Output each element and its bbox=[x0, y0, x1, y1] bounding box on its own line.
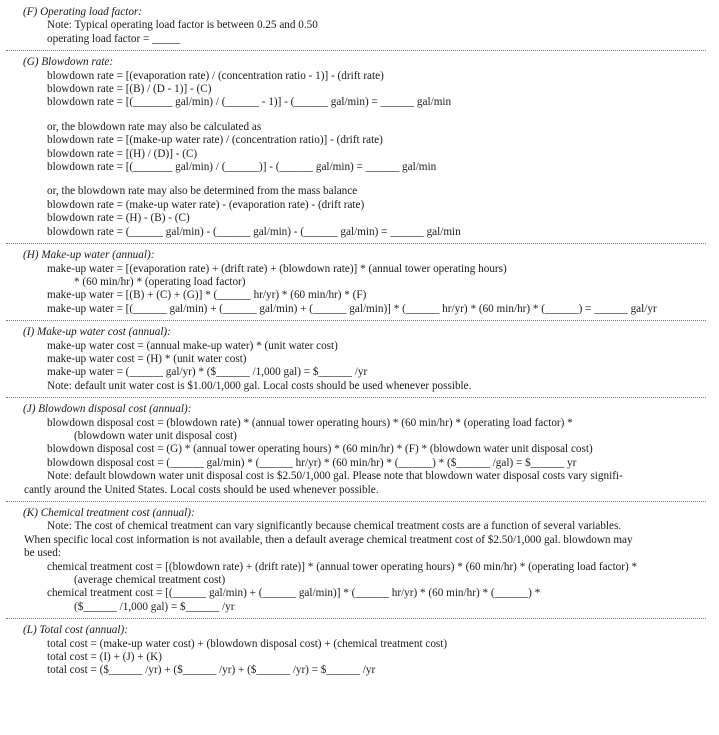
section-g-formula: blowdown rate = (H) - (B) - (C) bbox=[47, 212, 190, 225]
section-h-formula-cont: * (60 min/hr) * (operating load factor) bbox=[74, 275, 246, 288]
section-h-formula: make-up water = [(evaporation rate) + (drift rate) + (blowdown rate)] * (annual tower operating hours) bbox=[47, 262, 507, 275]
section-f-operating-load-factor bbox=[22, 6, 709, 46]
divider bbox=[6, 618, 706, 619]
section-l-formula: total cost = (I) + (J) + (K) bbox=[47, 651, 162, 664]
section-i-heading: (I) Make-up water cost (annual): bbox=[23, 326, 171, 339]
section-j-heading: (J) Blowdown disposal cost (annual): bbox=[23, 403, 192, 416]
section-k-formula: chemical treatment cost = [(blowdown rate) + (drift rate)] * (annual tower operating hours) * (60 min/hr) * (operating load factor) * bbox=[47, 560, 638, 573]
section-g-alt-intro: or, the blowdown rate may also be determined from the mass balance bbox=[47, 185, 358, 198]
section-f-note: Note: Typical operating load factor is between 0.25 and 0.50 bbox=[47, 19, 318, 32]
section-k-formula-cont: (average chemical treatment cost) bbox=[74, 574, 226, 587]
section-l-heading: (L) Total cost (annual): bbox=[23, 624, 128, 637]
section-j-note: Note: default blowdown water unit disposal cost is $2.50/1,000 gal. Please note that blowdown water disposal costs vary signifi- bbox=[47, 470, 623, 483]
section-i-make-up-water-cost bbox=[22, 326, 709, 393]
section-g-formula: blowdown rate = [(make-up water rate) / (concentration ratio)] - (drift rate) bbox=[47, 134, 383, 147]
section-h-make-up-water bbox=[22, 249, 709, 316]
section-k-note-cont: When specific local cost information is not available, then a default average chemical treatment cost of $2.50/1,000 gal. blowdown may bbox=[24, 533, 633, 546]
section-g-heading: (G) Blowdown rate: bbox=[23, 56, 114, 69]
section-g-alt-intro: or, the blowdown rate may also be calculated as bbox=[47, 120, 262, 133]
section-i-note: Note: default unit water cost is $1.00/1,000 gal. Local costs should be used whenever possible. bbox=[47, 379, 472, 392]
divider bbox=[6, 320, 706, 321]
section-l-formula: total cost = (make-up water cost) + (blowdown disposal cost) + (chemical treatment cost) bbox=[47, 637, 448, 650]
section-k-chemical-treatment-cost bbox=[22, 507, 709, 614]
divider bbox=[6, 397, 706, 398]
section-k-heading: (K) Chemical treatment cost (annual): bbox=[23, 507, 195, 519]
section-j-formula-cont: (blowdown water unit disposal cost) bbox=[74, 429, 237, 442]
section-g-fill-line: blowdown rate = (______ gal/min) - (______ gal/min) - (______ gal/min) = ______ gal/min bbox=[47, 225, 461, 238]
section-g-formula: blowdown rate = (make-up water rate) - (evaporation rate) - (drift rate) bbox=[47, 198, 365, 211]
section-i-fill-line: make-up water = (______ gal/yr) * ($______ /1,000 gal) = $______ /yr bbox=[47, 366, 368, 379]
section-g-formula: blowdown rate = [(evaporation rate) / (concentration ratio - 1)] - (drift rate) bbox=[47, 69, 384, 82]
section-k-note-cont: be used: bbox=[24, 547, 61, 560]
section-j-blowdown-disposal-cost bbox=[22, 403, 709, 497]
section-h-formula: make-up water = [(B) + (C) + (G)] * (______ hr/yr) * (60 min/hr) * (F) bbox=[47, 289, 367, 302]
section-k-fill-line: chemical treatment cost = [(______ gal/min) + (______ gal/min)] * (______ hr/yr) * (60 min/hr) * (______) * bbox=[47, 587, 541, 600]
section-g-fill-line: blowdown rate = [(_______ gal/min) / (______ - 1)] - (______ gal/min) = ______ gal/min bbox=[47, 96, 452, 109]
divider bbox=[6, 243, 706, 244]
section-h-heading: (H) Make-up water (annual): bbox=[23, 249, 155, 262]
section-g-blowdown-rate bbox=[22, 56, 709, 239]
section-l-fill-line: total cost = ($______ /yr) + ($______ /yr) + ($______ /yr) = $______ /yr bbox=[47, 664, 376, 677]
section-f-formula: operating load factor = _____ bbox=[47, 32, 181, 45]
section-g-formula: blowdown rate = [(B) / (D - 1)] - (C) bbox=[47, 83, 212, 96]
section-g-fill-line: blowdown rate = [(_______ gal/min) / (______)] - (______ gal/min) = ______ gal/min bbox=[47, 161, 437, 174]
section-j-formula: blowdown disposal cost = (blowdown rate) * (annual tower operating hours) * (60 min/hr) * (operating load factor) * bbox=[47, 416, 573, 429]
section-j-fill-line: blowdown disposal cost = (______ gal/min) * (______ hr/yr) * (60 min/hr) * (______) * ($______ /gal) = $______ yr bbox=[47, 456, 577, 469]
section-k-fill-line-cont: ($______ /1,000 gal) = $______ /yr bbox=[74, 600, 235, 613]
section-h-fill-line: make-up water = [(______ gal/min) + (______ gal/min) + (______ gal/min)] * (______ hr/yr) * (60 min/hr) * (______) = ______ gal/yr bbox=[47, 302, 657, 315]
section-i-formula: make-up water cost = (H) * (unit water cost) bbox=[47, 352, 247, 365]
section-f-heading: (F) Operating load factor: bbox=[23, 6, 143, 18]
divider bbox=[6, 501, 706, 502]
section-j-formula: blowdown disposal cost = (G) * (annual tower operating hours) * (60 min/hr) * (F) * (blowdown water unit disposal cost) bbox=[47, 443, 593, 456]
section-g-formula: blowdown rate = [(H) / (D)] - (C) bbox=[47, 147, 198, 160]
divider bbox=[6, 50, 706, 51]
section-j-note-cont: cantly around the United States. Local costs should be used whenever possible. bbox=[24, 483, 379, 496]
section-k-note: Note: The cost of chemical treatment can vary significantly because chemical treatment costs are a function of several variables. bbox=[47, 520, 622, 533]
section-i-formula: make-up water cost = (annual make-up water) * (unit water cost) bbox=[47, 339, 338, 352]
section-l-total-cost bbox=[22, 624, 709, 678]
